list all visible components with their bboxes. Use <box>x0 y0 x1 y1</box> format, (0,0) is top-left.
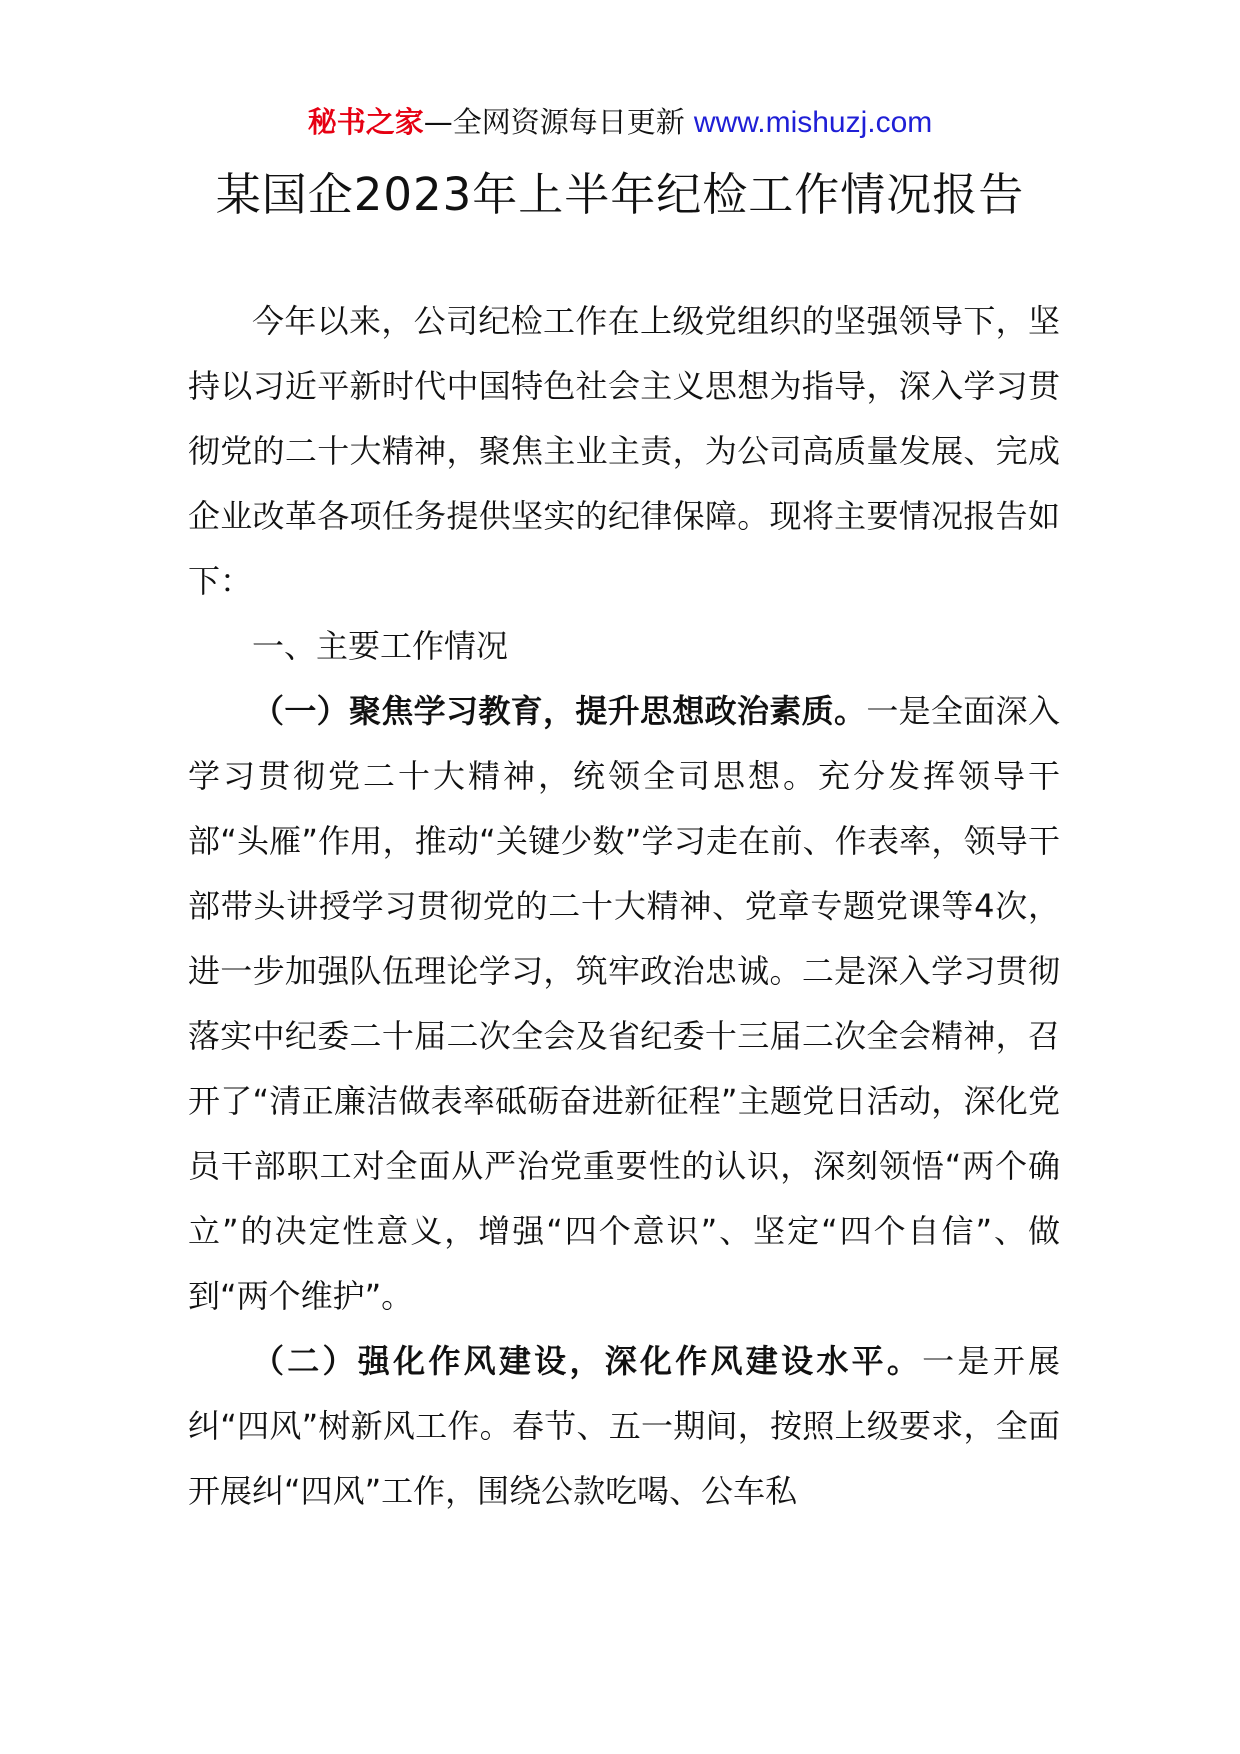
intro-paragraph: 今年以来，公司纪检工作在上级党组织的坚强领导下，坚持以习近平新时代中国特色社会主义思想为指导，深入学习贯彻党的二十大精神，聚焦主业主责，为公司高质量发展、完成企业改革各项任务提供坚实的纪律保障。现将主要情况报告如下： <box>188 302 1060 600</box>
item-paragraph-2 <box>188 1329 1060 1524</box>
site-brand: 秘书之家 <box>307 105 424 139</box>
site-banner <box>0 102 1240 143</box>
site-slogan: —全网资源每日更新 <box>423 105 694 139</box>
item-body-2: 一是开展纠“四风”树新风工作。春节、五一期间，按照上级要求，全面开展纠“四风”工作，围绕公款吃喝、公车私 <box>188 1342 1060 1510</box>
document-title: 某国企2023年上半年纪检工作情况报告 <box>215 168 1025 221</box>
item-paragraph-1 <box>188 679 1060 1329</box>
item-lead-2: （二）强化作风建设，深化作风建设水平。 <box>252 1342 923 1380</box>
site-url-link[interactable]: www.mishuzj.com <box>693 106 933 139</box>
section-heading: 一、主要工作情况 <box>252 627 509 665</box>
item-lead-1: （一）聚焦学习教育，提升思想政治素质。 <box>252 692 867 730</box>
document-body <box>188 289 1060 1524</box>
item-body-1: 一是全面深入学习贯彻党二十大精神，统领全司思想。充分发挥领导干部“头雁”作用，推动“关键少数”学习走在前、作表率，领导干部带头讲授学习贯彻党的二十大精神、党章专题党课等4次，进一步加强队伍理论学习，筑牢政治忠诚。二是深入学习贯彻落实中纪委二十届二次全会及省纪委十三届二次全会精神，召开了“清正廉洁做表率砥砺奋进新征程”主题党日活动，深化党员干部职工对全面从严治党重要性的认识，深刻领悟“两个确立”的决定性意义，增强“四个意识”、坚定“四个自信”、做到“两个维护”。 <box>188 692 1060 1315</box>
